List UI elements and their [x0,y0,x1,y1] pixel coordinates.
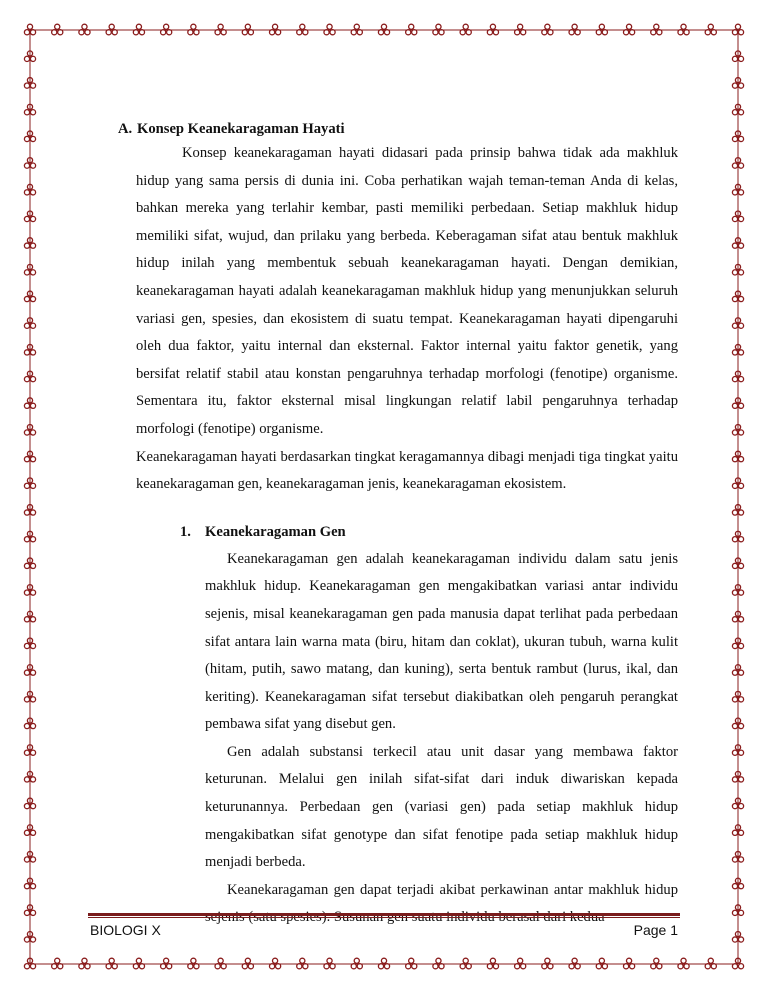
subsection-1-paragraph-3: Keanekaragaman gen dapat terjadi akibat perkawinan antar makhluk hidup [227,881,678,898]
border-knot-icon [106,958,117,969]
border-knot-icon [406,958,417,969]
border-knot-icon [487,958,498,969]
border-knot-icon [542,24,553,35]
border-knot-icon [378,24,389,35]
border-knot-icon [623,958,634,969]
border-knot-icon [133,24,144,35]
border-knot-icon [188,958,199,969]
border-knot-icon [269,24,280,35]
border-knot-icon [515,24,526,35]
section-a-paragraph-2: Keanekaragaman hayati berdasarkan tingkat keragamannya dibagi menjadi tiga tingkat yaitu keanekaragaman gen, keanekaragaman jenis, keanekaragaman ekosistem. [136,448,678,493]
border-knot-icon [297,958,308,969]
border-knot-icon [705,24,716,35]
border-knot-icon [161,958,172,969]
subsection-keanekaragaman-gen [180,519,678,932]
border-knot-icon [242,24,253,35]
subsection-1-heading [180,519,678,546]
footer-page-number: Page 1 [633,922,678,938]
section-a-title: Konsep Keanekaragaman Hayati [137,121,345,137]
border-knot-icon [623,24,634,35]
section-a-body [136,140,678,499]
border-knot-icon [569,958,580,969]
border-knot-icon [133,958,144,969]
border-knot-icon [52,958,63,969]
footer-subject-label: BIOLOGI X [90,922,161,938]
footer-divider-thin [88,917,680,918]
border-knot-icon [242,958,253,969]
subsection-1-title: Keanekaragaman Gen [205,523,346,540]
border-knot-icon [106,24,117,35]
border-knot-icon [378,958,389,969]
border-knot-icon [351,24,362,35]
section-a-marker: A. [118,121,133,137]
subsection-1-body [205,546,678,932]
page-body [118,118,678,932]
border-knot-icon [542,958,553,969]
border-knot-icon [596,958,607,969]
border-knot-icon [215,24,226,35]
border-knot-icon [651,958,662,969]
subsection-1-paragraph-1: Keanekaragaman gen adalah keanekaragaman individu dalam satu jenis makhluk hidup. Keanekaragaman gen mengakibatkan variasi antar individu sejenis, misal keanekaragaman gen pada manusia dapat terlihat pada perbedaan sifat antara lain warna mata (biru, hitam dan coklat), ukuran tubuh, warna kulit (hitam, putih, sawo matang, dan kuning), serta bentuk rambut (lurus, ikal, dan keriting). Keanekaragaman sifat tersebut diakibatkan oleh pengaruh perangkat pembawa sifat yang disebut gen. [205,550,678,733]
section-a-heading [118,118,678,140]
border-knot-icon [515,958,526,969]
border-knot-icon [79,958,90,969]
footer-divider [88,913,680,916]
border-knot-icon [297,24,308,35]
border-knot-icon [460,958,471,969]
subsection-1-marker: 1. [180,523,191,540]
border-knot-icon [79,24,90,35]
border-knot-icon [24,24,35,35]
border-knot-icon [324,958,335,969]
border-knot-icon [406,24,417,35]
border-knot-icon [596,24,607,35]
border-knot-icon [188,24,199,35]
border-knot-icon [324,24,335,35]
border-knot-icon [161,24,172,35]
border-knot-icon [705,958,716,969]
border-knot-icon [215,958,226,969]
border-knot-icon [651,24,662,35]
border-knot-icon [351,958,362,969]
border-knot-icon [433,958,444,969]
border-knot-icon [678,24,689,35]
border-knot-icon [269,958,280,969]
border-knot-icon [52,24,63,35]
border-knot-icon [678,958,689,969]
border-knot-icon [460,24,471,35]
section-a-paragraph-1: Konsep keanekaragaman hayati didasari pada prinsip bahwa tidak ada makhluk hidup yang sama persis di dunia ini. Coba perhatikan wajah teman-teman Anda di kelas, bahkan mereka yang terlahir kembar, pasti memiliki perbedaan. Setiap makhluk hidup memiliki sifat, wujud, dan prilaku yang berbeda. Keberagaman sifat atau bentuk makhluk hidup inilah yang membentuk sebuah keanekaragaman hayati. Dengan demikian, keanekaragaman hayati adalah keanekaragaman makhluk hidup yang menunjukkan seluruh variasi gen, spesies, dan ekosistem di suatu tempat. Keanekaragaman hayati dipengaruhi oleh dua faktor, yaitu internal dan eksternal. Faktor internal yaitu faktor genetik, yang bersifat relatif stabil atau konstan pengaruhnya terhadap morfologi (fenotipe) organisme. Sementara itu, faktor eksternal misal lingkungan relatif labil pengaruhnya terhadap morfologi (fenotipe) organisme. [136,145,678,437]
border-knot-icon [569,24,580,35]
border-knot-icon [487,24,498,35]
border-knot-icon [433,24,444,35]
border-knot-icon [732,24,743,35]
subsection-1-paragraph-2: Gen adalah substansi terkecil atau unit dasar yang membawa faktor keturunan. Melalui gen inilah sifat-sifat dari induk diwariskan kepada keturunannya. Perbedaan gen (variasi gen) pada setiap makhluk hidup mengakibatkan sifat genotype dan sifat fenotipe pada setiap makhluk hidup menjadi berbeda. [205,743,678,871]
